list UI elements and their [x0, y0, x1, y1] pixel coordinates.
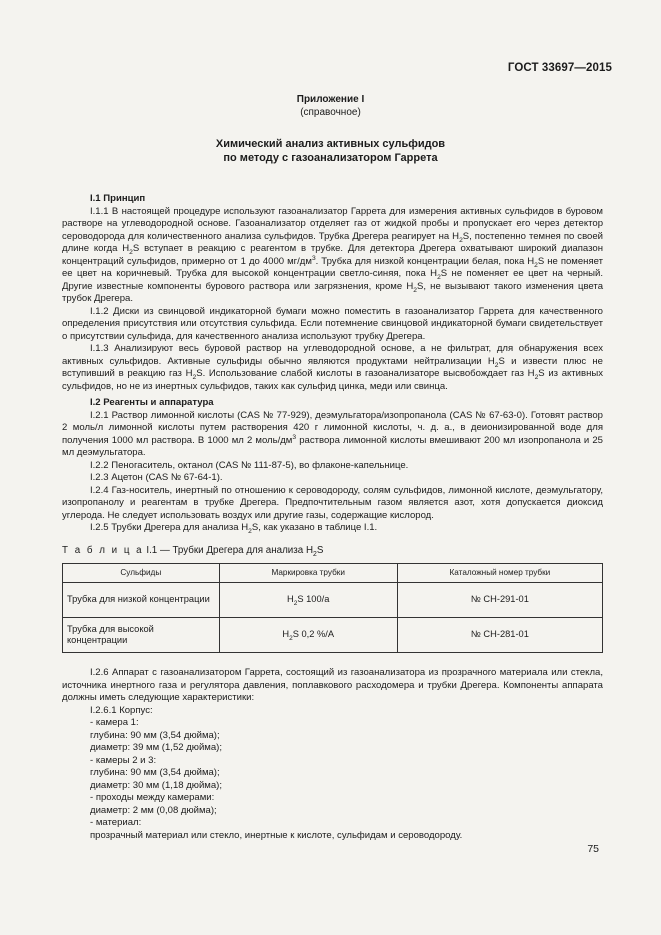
- table-header-cell: Маркировка трубки: [219, 564, 397, 583]
- section-heading-principle: I.1 Принцип: [90, 193, 146, 204]
- paragraph-1-2-5: I.2.5 Трубки Дрегера для анализа $H_2S$, как указано в таблице I.1.: [90, 522, 378, 535]
- table-caption: Т а б л и ц а I.1 — Трубки Дрегера для анализа $H_2S$: [62, 544, 324, 558]
- list-item: диаметр: 2 мм (0,08 дюйма);: [90, 804, 217, 816]
- list-item: диаметр: 30 мм (1,18 дюйма);: [90, 779, 222, 791]
- list-item: диаметр: 39 мм (1,52 дюйма);: [90, 742, 222, 753]
- table-header-row: [63, 564, 603, 583]
- table-row: [63, 618, 603, 653]
- paragraph-1-2-3: I.2.3 Ацетон (CAS № 67-64-1).: [90, 472, 223, 483]
- paragraph-1-2-2: I.2.2 Пеногаситель, октанол (CAS № 111-87-5), во флаконе-капельнице.: [90, 459, 409, 471]
- standard-code: ГОСТ 33697—2015: [507, 62, 612, 74]
- list-item: - материал:: [90, 817, 142, 828]
- table-cell: № CH-291-01: [397, 583, 602, 618]
- table-cell: $H_2S$ 100/а: [219, 583, 397, 618]
- paragraph-1-2-6: I.2.6 Аппарат с газоанализатором Гаррета, состоящий из газоанализатора из прозрачного материала или стекла, источника инертного газа и регулятора давления, поплавкового расходомера и трубки Дрегера. Компоненты аппарата должны иметь следующие характеристики:: [62, 667, 603, 703]
- list-item: прозрачный материал или стекло, инертные к кислоте, сульфидам и сероводороду.: [90, 829, 463, 841]
- paragraph-1-1-1: I.1.1 В настоящей процедуре используют газоанализатор Гаррета для измерения активных сульфидов в буровом растворе на углеводородной основе. Газоанализатор отделяет газ от жидкой пробы и пропускает его через детектор сероводорода для количественного анализа сульфидов. Трубка Дрегера реагирует на $H_2S$, постепенно темнея по своей длине когда $H_2S$ вступает в реакцию с реагентом в трубке. Для детектора Дрегера охватывают широкий диапазон концентраций сульфидов, примерно от 1 до 4000 $мг/дм^3$. Трубка для низкой концентрации белая, пока $H_2S$ не поменяет ее цвет на коричневый. Трубка для высокой концентрации светло-синяя, пока $H_2S$ не поменяет ее цвет на черный. Другие известные компоненты бурового раствора или загрязнения, кроме $H_2S$, не вызывают такого изменения цвета трубок Дрегера.: [62, 205, 604, 304]
- list-item: - камера 1:: [90, 717, 139, 728]
- title-line-2: по методу с газоанализатором Гаррета: [223, 152, 438, 164]
- list-item: глубина: 90 мм (3,54 дюйма);: [90, 767, 220, 778]
- appendix-heading: [0, 93, 661, 119]
- dreger-tubes-table: [62, 563, 603, 653]
- table-cell: $H_2S$ 0,2 %/А: [219, 618, 397, 653]
- section-heading-reagents: I.2 Реагенты и аппаратура: [90, 397, 214, 408]
- paragraph-1-1-2: I.1.2 Диски из свинцовой индикаторной бумаги можно поместить в газоанализатор Гаррета для качественного определения присутствия или отсутствия сульфида. Если потемнение свинцовой индикаторной бумаги свидетельствует о присутствии сульфида, для качественного анализа используют трубку Дрегера.: [62, 305, 603, 342]
- table-cell: № CH-281-01: [397, 618, 602, 653]
- paragraph-1-2-1: I.2.1 Раствор лимонной кислоты (CAS № 77-929), деэмульгатора/изопропанола (CAS № 67-63-0). Готовят раствор 2 моль/л лимонной кислоты путем растворения 420 г лимонной кислоты, ч. д. а., в деионизированной воде для получения 1000 мл раствора. В 1000 мл 2 моль/$дм^3$ раствора лимонной кислоты вмешивают 200 мл изопропанола и 25 мл деэмульгатора.: [62, 409, 603, 458]
- table-header-cell: Сульфиды: [63, 564, 220, 583]
- list-item: глубина: 90 мм (3,54 дюйма);: [90, 729, 220, 741]
- table-cell: Трубка для низкой концентрации: [63, 583, 220, 618]
- paragraph-1-1-3: I.1.3 Анализируют весь буровой раствор на углеводородной основе, а не фильтрат, для обнаружения всех активных сульфидов. Активные сульфиды обычно являются продуктами нейтрализации $H_2S$ и извести плюс не вступивший в реакцию газ $H_2S$. Использование слабой кислоты в газоанализаторе высвобождает газ $H_2S$ из активных сульфидов, но не из инертных сульфидов, таких как сульфид цинка, меди или свинца.: [62, 343, 603, 392]
- appendix-title: Приложение I: [296, 94, 365, 105]
- table-cell: Трубка для высокой концентрации: [63, 618, 220, 653]
- title-line-1: Химический анализ активных сульфидов: [215, 138, 446, 150]
- document-title: [0, 137, 661, 165]
- page-number: 75: [587, 843, 599, 855]
- list-item: I.2.6.1 Корпус:: [90, 704, 153, 716]
- table-row: [63, 583, 603, 618]
- paragraph-1-2-4: I.2.4 Газ-носитель, инертный по отношению к сероводороду, солям сульфидов, лимонной кислоте, деэмульгатору, изопропанолу и реагентам в трубке Дрегера. Предпочтительным газом является азот, хотя допускается диоксид углерода. Не следует использовать воздух или другие газы, содержащие кислород.: [62, 484, 603, 521]
- appendix-subtitle: (справочное): [300, 107, 361, 118]
- list-item: - проходы между камерами:: [90, 792, 215, 803]
- table-header-cell: Каталожный номер трубки: [397, 564, 602, 583]
- document-body: [62, 193, 603, 842]
- list-item: - камеры 2 и 3:: [90, 754, 157, 766]
